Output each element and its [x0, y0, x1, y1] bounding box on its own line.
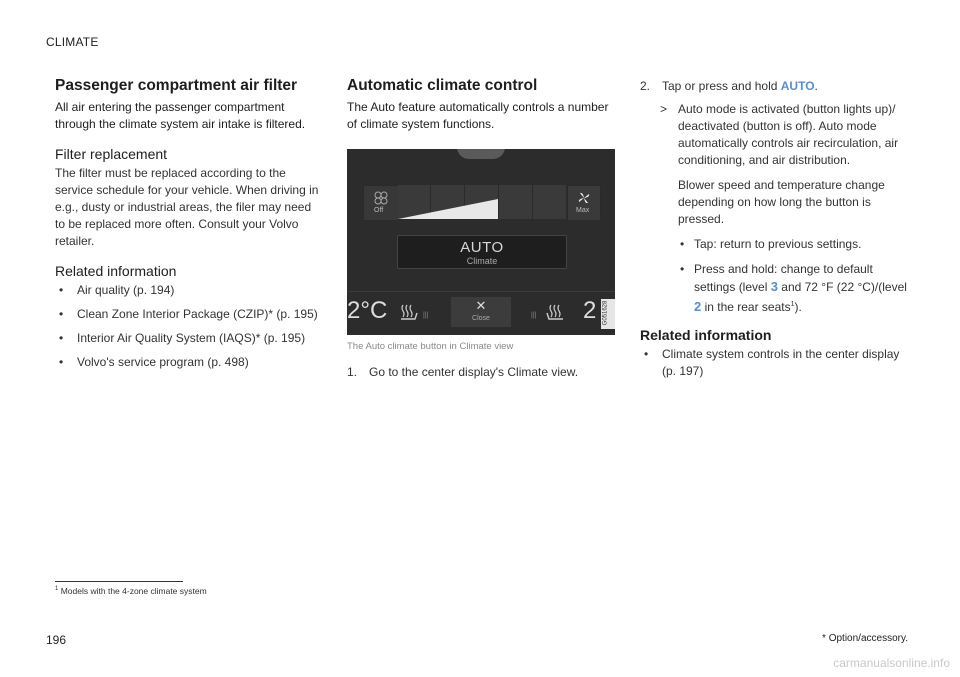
related-link[interactable]: • Air quality (p. 194) — [55, 282, 323, 299]
fan-icon — [374, 191, 388, 205]
hold-post: in the rear seats — [701, 300, 791, 314]
related-info-list-2 — [640, 346, 908, 380]
page-number: 196 — [46, 633, 67, 647]
max-label: Max — [576, 207, 590, 214]
hold-mid: and 72 °F (22 °C)/(level — [777, 280, 907, 294]
related-link[interactable]: • Climate system controls in the center display (p. 197) — [640, 346, 908, 380]
filter-replacement-text: The filter must be replaced according to the service schedule for your vehicle. When driving in e.g., dusty or industrial areas, the filer may need to be replaced more often. Consult your Volvo retailer. — [55, 166, 319, 248]
close-icon: ✕ — [475, 298, 487, 313]
column-auto-climate — [347, 76, 615, 381]
footnote-number: 1 — [55, 586, 59, 593]
filter-replacement-heading: Filter replacement — [55, 146, 168, 162]
footnote-text: Models with the 4-zone climate system — [60, 586, 207, 596]
auto-climate-button[interactable] — [397, 235, 567, 269]
fan-level-bar[interactable] — [398, 185, 566, 219]
temp-right[interactable]: 2 — [583, 297, 597, 324]
hold-end: ). — [794, 300, 802, 314]
step-2-post: . — [814, 79, 818, 93]
watermark: carmanualsonline.info — [833, 656, 950, 670]
step-2-auto: AUTO — [780, 79, 815, 93]
step-2 — [640, 78, 908, 95]
fan-max-icon — [577, 191, 591, 205]
step-1 — [347, 364, 615, 381]
result-marker: > — [660, 102, 668, 116]
footnote-divider — [55, 581, 183, 582]
blower-text: Blower speed and temperature change depending on how long the button is pressed. — [678, 178, 885, 226]
column-steps — [640, 78, 908, 387]
hold-level-1: 3 — [770, 279, 778, 294]
hold-item — [640, 261, 908, 316]
fan-off-button[interactable] — [363, 185, 399, 221]
seat-heat-right-icon[interactable] — [543, 303, 565, 323]
step-2-pre: Tap or press and hold — [662, 79, 781, 93]
fan-max-button[interactable] — [567, 185, 601, 221]
top-notch — [457, 149, 505, 159]
auto-climate-title: Automatic climate control — [347, 77, 538, 94]
auto-label: AUTO — [460, 239, 504, 256]
related-info-heading: Related information — [55, 263, 177, 279]
related-link[interactable]: • Clean Zone Interior Package (CZIP)* (p. 195) — [55, 306, 323, 323]
section-header: CLIMATE — [46, 35, 99, 49]
related-info-heading-2: Related information — [640, 327, 772, 343]
filter-lead: All air entering the passenger compartment through the climate system air intake is filtered. — [55, 100, 306, 131]
close-label: Close — [472, 315, 490, 322]
step-1-number: 1. — [347, 365, 358, 379]
filter-title: Passenger compartment air filter — [55, 77, 298, 94]
temp-left[interactable]: 2°C — [347, 297, 388, 324]
option-note: * Option/accessory. — [822, 633, 908, 644]
related-info-list — [55, 282, 323, 371]
seat-level-left: ||| — [423, 312, 429, 319]
step-2-number: 2. — [640, 79, 651, 93]
tap-item: • Tap: return to previous settings. — [640, 236, 908, 253]
result-text: Auto mode is activated (button lights up)/ deactivated (button is off). Auto mode automatically controls air recirculation, air conditioning, and air distribution. — [678, 102, 899, 167]
footnote — [55, 586, 207, 596]
step-1-text: Go to the center display's Climate view. — [369, 365, 579, 379]
off-label: Off — [374, 207, 384, 214]
auto-climate-lead: The Auto feature automatically controls a number of climate system functions. — [347, 100, 609, 131]
hold-level-2: 2 — [694, 299, 702, 314]
figure-code-tab — [601, 299, 615, 329]
hold-pre: Press and hold: change to default settings (level — [694, 262, 873, 294]
climate-label: Climate — [466, 256, 498, 266]
figure-caption: The Auto climate button in Climate view — [347, 341, 514, 352]
close-button[interactable] — [451, 297, 511, 327]
fan-level-ramp — [398, 185, 566, 219]
related-link[interactable]: • Interior Air Quality System (IAQS)* (p. 195) — [55, 330, 323, 347]
climate-view-figure — [347, 149, 615, 335]
figure-code: G051628 — [602, 300, 609, 326]
step-2-result — [640, 101, 908, 169]
seat-level-right: ||| — [531, 312, 537, 319]
related-link[interactable]: • Volvo's service program (p. 498) — [55, 354, 323, 371]
seat-heat-left-icon[interactable] — [399, 303, 421, 323]
hold-footnote-ref[interactable]: 1 — [790, 301, 795, 308]
column-filter — [55, 76, 323, 378]
